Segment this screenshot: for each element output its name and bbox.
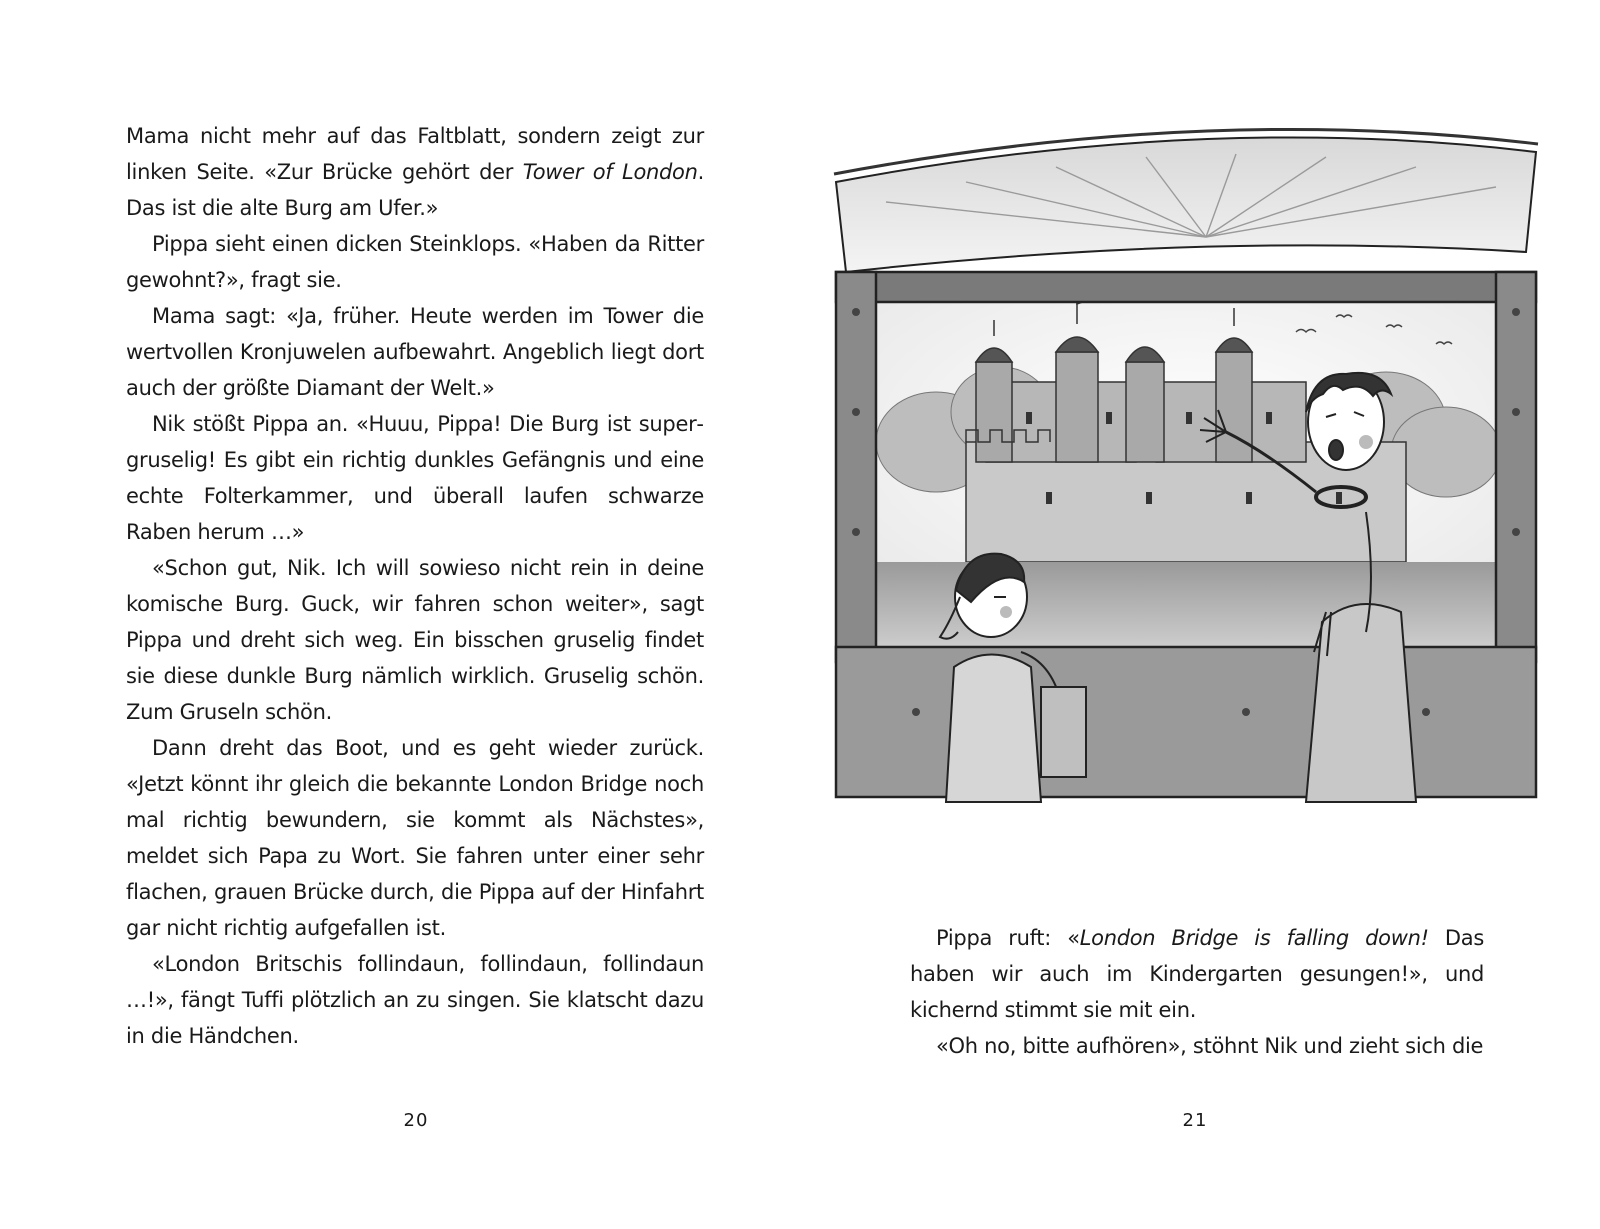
song-title-italic: London Bridge is falling down! [1079,926,1429,950]
paragraph-6: Dann dreht das Boot, und es geht wieder zurück. «Jetzt könnt ihr gleich die bekannte London Bridge noch mal richtig bewundern, sie kommt als Nächstes», meldet sich Papa zu Wort. Sie fahren unter einer sehr flachen, grauen Brücke durch, die Pippa auf der Hinfahrt gar nicht richtig aufgefallen ist. [126,736,704,940]
paragraph-2: Pippa sieht einen dicken Steinklops. «Haben da Ritter gewohnt?», fragt sie. [126,232,704,292]
paragraph-1: Mama nicht mehr auf das Faltblatt, sondern zeigt zur linken Seite. «Zur Brücke gehört der Tower of London. Das ist die alte Burg am Ufer.» [126,124,704,220]
paragraph-7: «London Britschis follindaun, follindaun, follindaun …!», fängt Tuffi plötzlich an zu singen. Sie klatscht dazu in die Händchen. [126,952,704,1048]
left-page-text [126,118,704,1054]
paragraph-5: «Schon gut, Nik. Ich will sowieso nicht rein in deine komische Burg. Guck, wir fahren schon weiter», sagt Pippa und dreht sich weg. Ein bisschen gruselig findet sie diese dunkle Burg nämlich wirklich. Gruselig schön. Zum Gruseln schön. [126,556,704,724]
tower-of-london-illustration [826,112,1576,812]
paragraph-8: Pippa ruft: «London Bridge is falling down! Das haben wir auch im Kindergarten gesungen!», und kichernd stimmt sie mit ein. [910,926,1484,1022]
book-title-italic: Tower of London [522,160,698,184]
right-page [800,0,1600,1229]
paragraph-4: Nik stößt Pippa an. «Huuu, Pippa! Die Burg ist supergruselig! Es gibt ein richtig dunkles Gefängnis und eine echte Folterkammer, und überall laufen schwarze Raben herum …» [126,412,704,544]
paragraph-3: Mama sagt: «Ja, früher. Heute werden im Tower die wertvollen Kronjuwelen aufbewahrt. Angeblich liegt dort auch der größte Diamant der Welt.» [126,304,704,400]
page-number-left: 20 [403,1110,429,1131]
page-number-right: 21 [1182,1110,1208,1131]
right-page-text [910,920,1484,1064]
boat-ceiling [834,129,1538,272]
paragraph-9: «Oh no, bitte aufhören», stöhnt Nik und zieht sich die [936,1034,1484,1058]
